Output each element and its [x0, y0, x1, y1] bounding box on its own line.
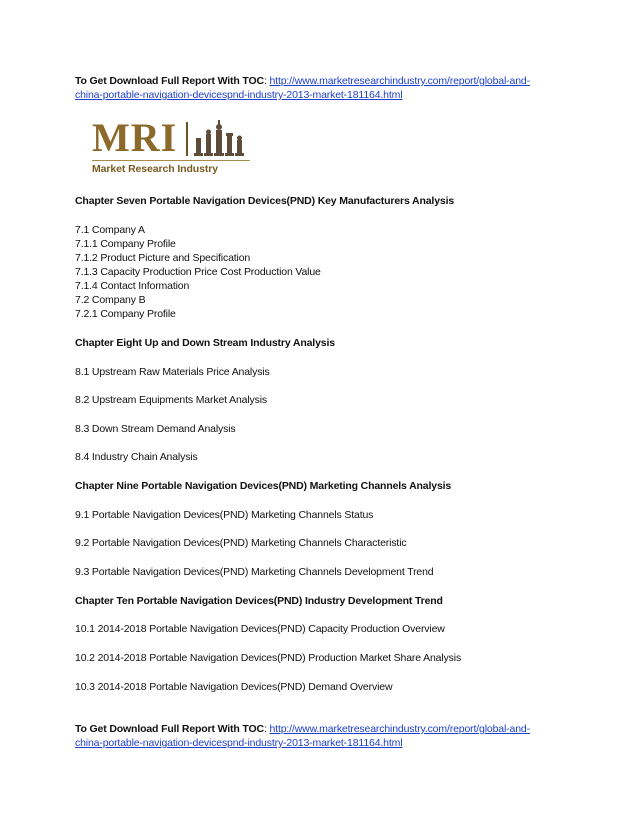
- mri-logo: [92, 115, 252, 178]
- logo-rule: [92, 160, 250, 161]
- toc-item: 9.3 Portable Navigation Devices(PND) Marketing Channels Development Trend: [75, 566, 434, 578]
- toc-item: 9.2 Portable Navigation Devices(PND) Marketing Channels Characteristic: [75, 537, 407, 549]
- toc-item: 9.1 Portable Navigation Devices(PND) Marketing Channels Status: [75, 509, 374, 521]
- report-link-line: [75, 75, 530, 88]
- toc-item: 8.3 Down Stream Demand Analysis: [75, 423, 236, 435]
- toc-item: 7.1.2 Product Picture and Specification: [75, 252, 251, 264]
- report-link-label: To Get Download Full Report With TOC: [75, 75, 264, 87]
- logo-divider: [186, 122, 188, 156]
- toc-item: 10.3 2014-2018 Portable Navigation Devices(PND) Demand Overview: [75, 681, 393, 693]
- toc-item: 7.1 Company A: [75, 224, 145, 236]
- toc-item: 8.1 Upstream Raw Materials Price Analysis: [75, 366, 270, 378]
- report-url-link-part1[interactable]: http://www.marketresearchindustry.com/report/global-and-: [269, 723, 530, 735]
- toc-item: 7.2 Company B: [75, 294, 146, 306]
- toc-item: 8.2 Upstream Equipments Market Analysis: [75, 394, 267, 406]
- report-url-link-part1[interactable]: http://www.marketresearchindustry.com/report/global-and-: [269, 75, 530, 87]
- report-link-line-2: [75, 89, 402, 102]
- toc-item: 8.4 Industry Chain Analysis: [75, 451, 198, 463]
- report-link-line: [75, 723, 530, 736]
- chapter-nine-heading: Chapter Nine Portable Navigation Devices(PND) Marketing Channels Analysis: [75, 480, 452, 492]
- report-url-link-part2[interactable]: china-portable-navigation-devicespnd-industry-2013-market-181164.html: [75, 89, 403, 101]
- report-link-separator: :: [263, 723, 270, 735]
- report-link-line-2: [75, 737, 402, 750]
- report-link-separator: :: [263, 75, 270, 87]
- logo-letters: MRI: [92, 115, 178, 160]
- chapter-ten-heading: Chapter Ten Portable Navigation Devices(PND) Industry Development Trend: [75, 595, 443, 607]
- toc-item: 10.2 2014-2018 Portable Navigation Devices(PND) Production Market Share Analysis: [75, 652, 462, 664]
- toc-item: 10.1 2014-2018 Portable Navigation Devices(PND) Capacity Production Overview: [75, 623, 445, 635]
- logo-tagline: Market Research Industry: [92, 163, 218, 175]
- toc-item: 7.1.1 Company Profile: [75, 238, 176, 250]
- toc-item: 7.2.1 Company Profile: [75, 308, 176, 320]
- chapter-eight-heading: Chapter Eight Up and Down Stream Industry Analysis: [75, 337, 335, 349]
- report-link-label: To Get Download Full Report With TOC: [75, 723, 264, 735]
- toc-item: 7.1.4 Contact Information: [75, 280, 190, 292]
- chess-pieces-icon: [192, 120, 250, 158]
- chapter-seven-heading: Chapter Seven Portable Navigation Devices(PND) Key Manufacturers Analysis: [75, 195, 455, 207]
- report-url-link-part2[interactable]: china-portable-navigation-devicespnd-industry-2013-market-181164.html: [75, 737, 403, 749]
- toc-item: 7.1.3 Capacity Production Price Cost Production Value: [75, 266, 321, 278]
